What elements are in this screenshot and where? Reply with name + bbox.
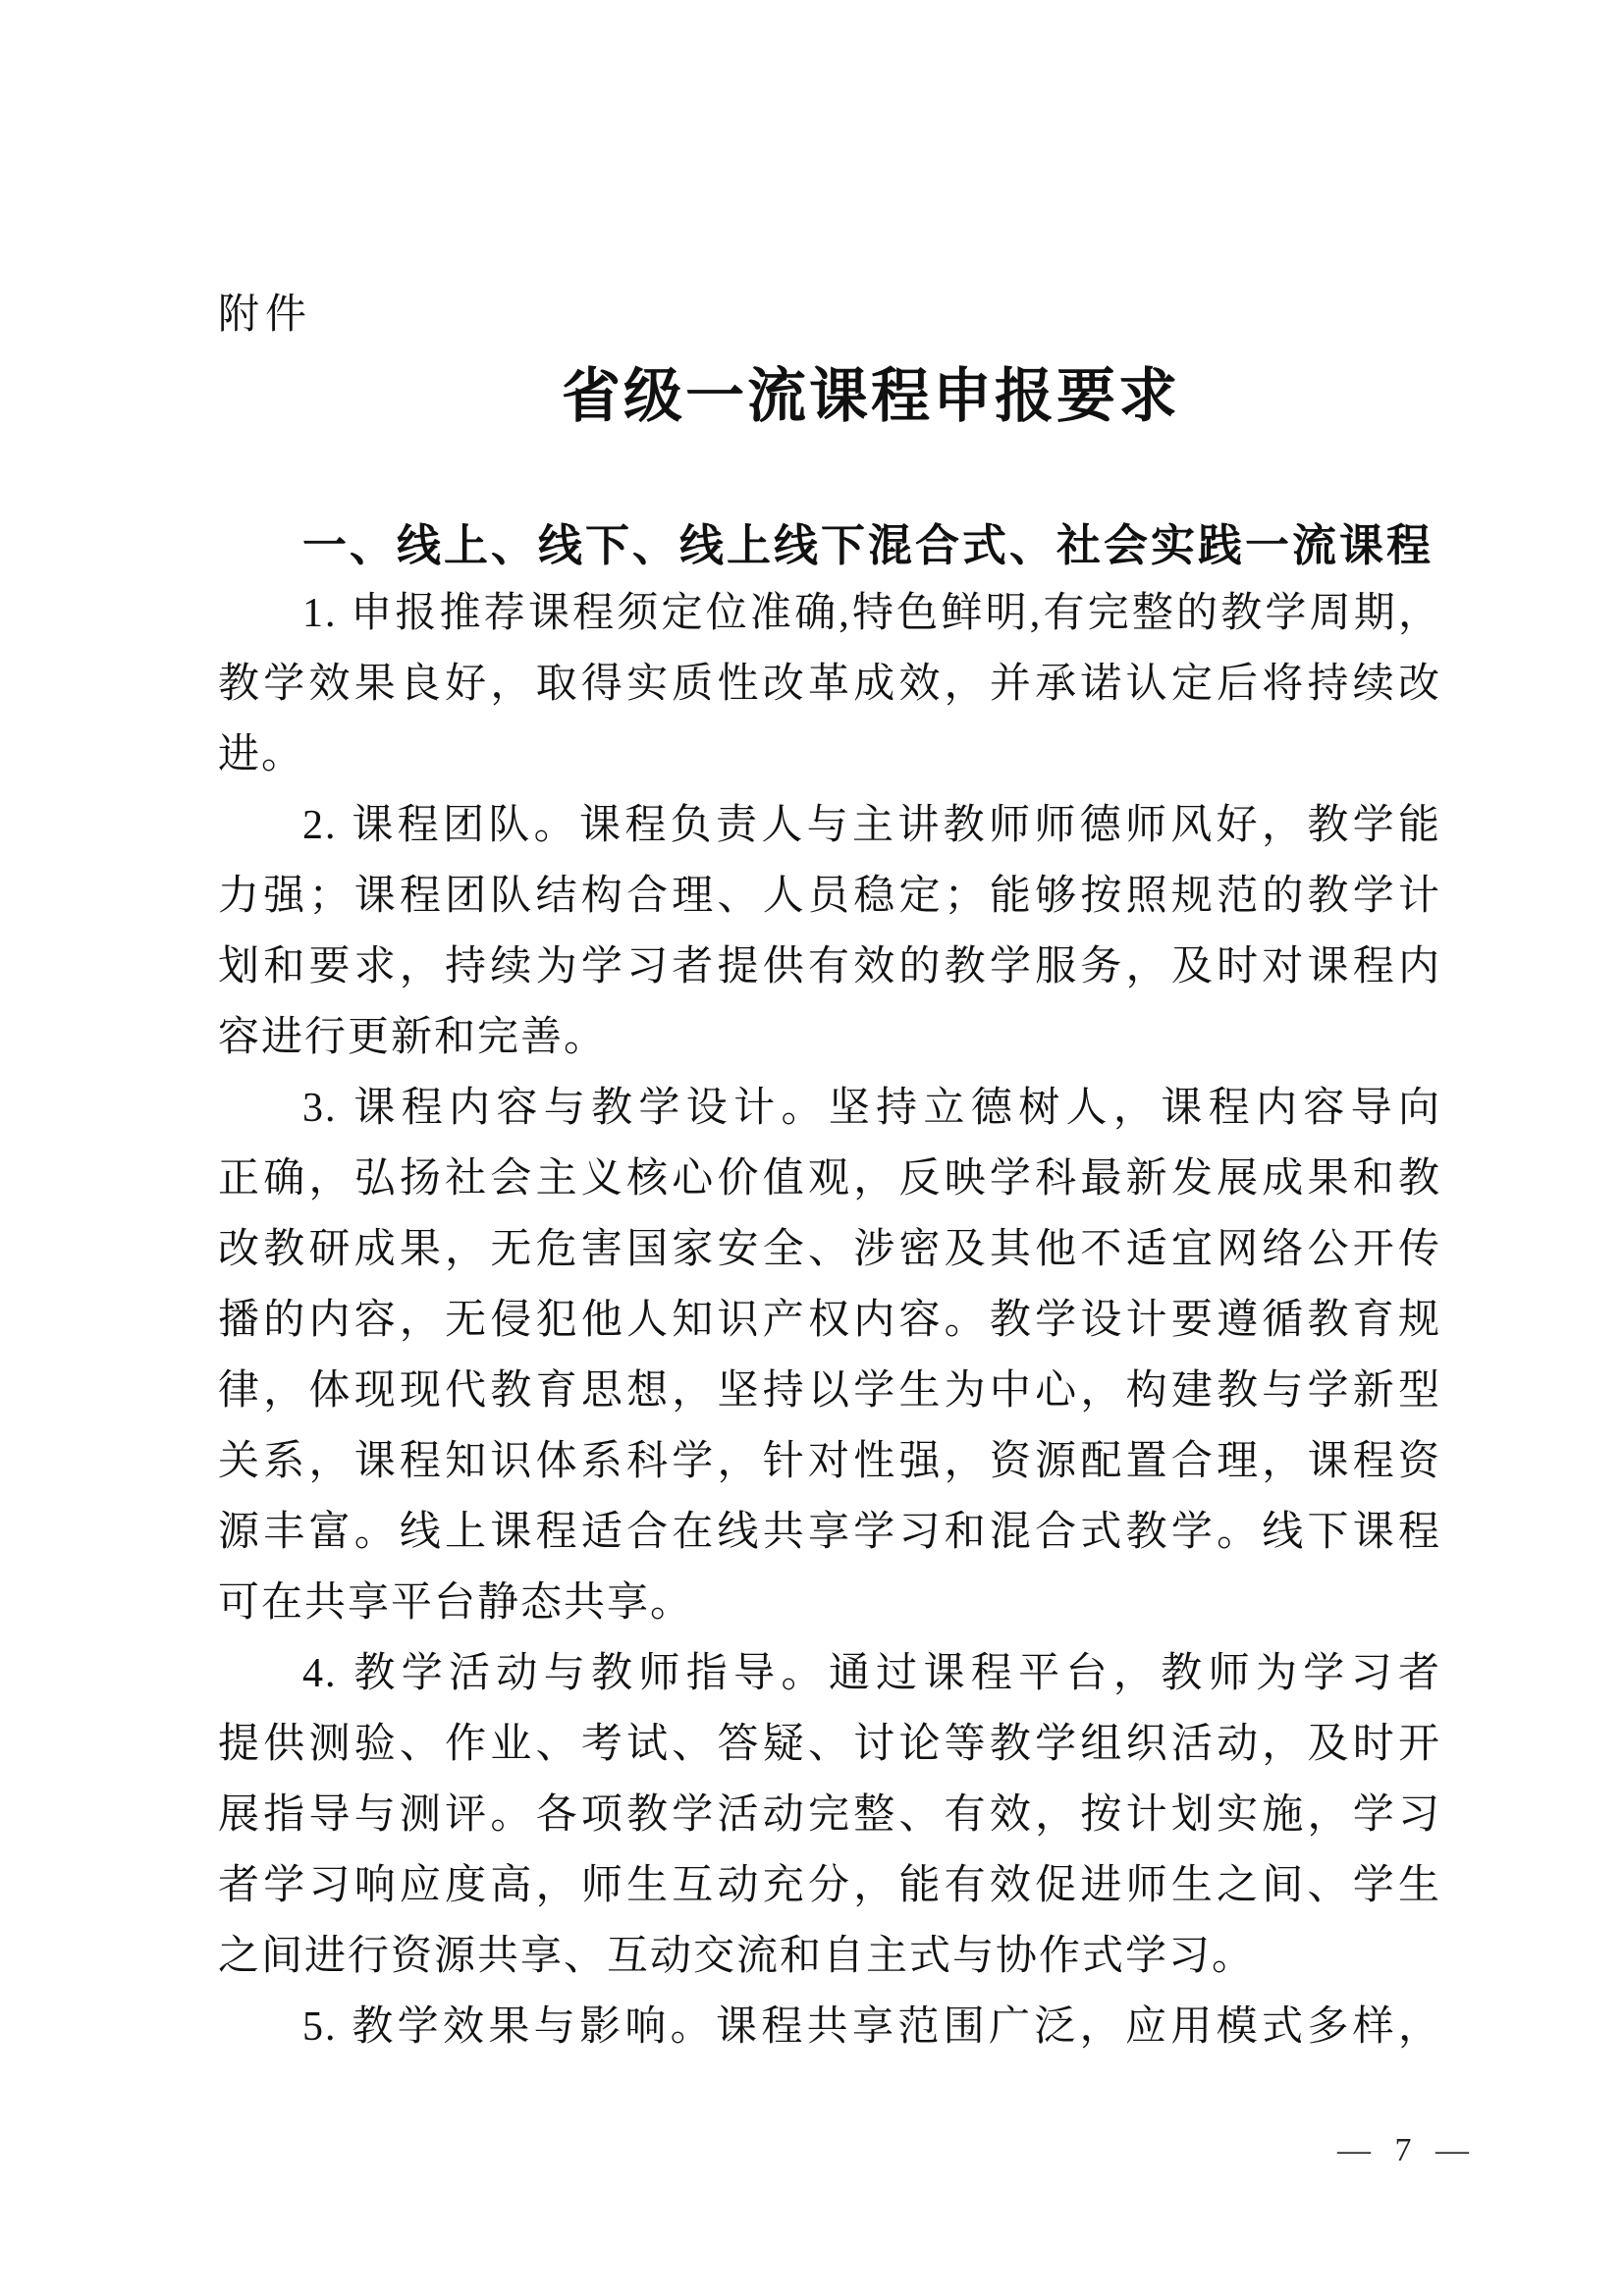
page-number: — 7 — [1337,2132,1477,2168]
body-line: 改教研成果，无危害国家安全、涉密及其他不适宜网络公开传 [218,1227,1441,1272]
body-line: 1. 申报推荐课程须定位准确,特色鲜明,有完整的教学周期， [302,591,1441,636]
body-line: 5. 教学效果与影响。课程共享范围广泛，应用模式多样， [302,2004,1441,2050]
section-heading: 一、线上、线下、线上线下混合式、社会实践一流课程 [302,520,1435,570]
body-line: 2. 课程团队。课程负责人与主讲教师师德师风好，教学能 [302,803,1441,848]
body-line: 播的内容，无侵犯他人知识产权内容。教学设计要遵循教育规 [218,1298,1441,1343]
document-title: 省级一流课程申报要求 [562,364,1180,429]
body-line: 进。 [218,732,305,777]
body-line: 划和要求，持续为学习者提供有效的教学服务，及时对课程内 [218,944,1441,989]
body-line: 4. 教学活动与教师指导。通过课程平台，教师为学习者 [302,1651,1441,1696]
body-line: 提供测验、作业、考试、答疑、讨论等教学组织活动，及时开 [218,1722,1441,1767]
body-text [218,578,1441,2062]
body-line: 关系，课程知识体系科学，针对性强，资源配置合理，课程资 [218,1439,1441,1484]
body-line: 律，体现现代教育思想，坚持以学生为中心，构建教与学新型 [218,1368,1441,1414]
body-line: 可在共享平台静态共享。 [218,1580,694,1626]
body-line: 力强；课程团队结构合理、人员稳定；能够按照规范的教学计 [218,874,1441,919]
body-line: 源丰富。线上课程适合在线共享学习和混合式教学。线下课程 [218,1510,1441,1555]
body-line: 容进行更新和完善。 [218,1015,608,1060]
body-line: 之间进行资源共享、互动交流和自主式与协作式学习。 [218,1934,1256,1979]
body-line: 3. 课程内容与教学设计。坚持立德树人，课程内容导向 [302,1086,1441,1131]
body-line: 教学效果良好，取得实质性改革成效，并承诺认定后将持续改 [218,662,1441,707]
body-line: 者学习响应度高，师生互动充分，能有效促进师生之间、学生 [218,1863,1441,1908]
body-line: 展指导与测评。各项教学活动完整、有效，按计划实施，学习 [218,1792,1441,1838]
body-line: 正确，弘扬社会主义核心价值观，反映学科最新发展成果和教 [218,1156,1441,1201]
attachment-label: 附件 [218,291,313,337]
